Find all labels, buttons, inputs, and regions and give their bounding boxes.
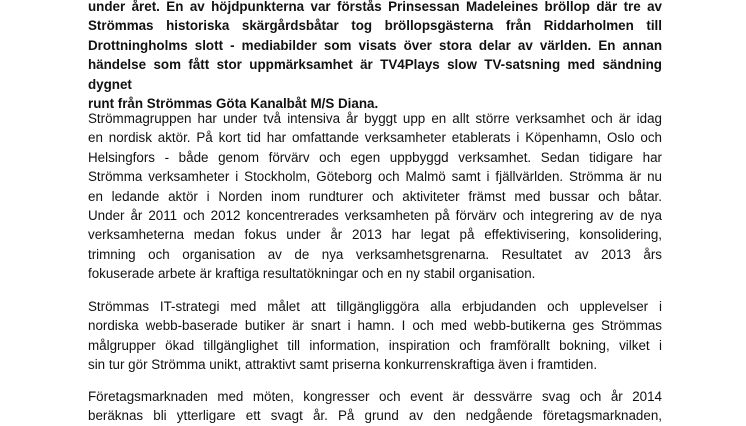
- paragraph-2: [88, 109, 662, 284]
- text-line: fokuserade arbete är kraftiga resultatökningar och en ny stabil organisation.: [88, 266, 536, 282]
- text-line: Helsingfors - både genom förvärv och egen uppbyggd verksamhet. Sedan tidigare har: [88, 149, 662, 165]
- text-line: Strömma verksamheter i Stockholm, Göteborg och Malmö samt i fjällvärlden. Strömma är nu: [88, 169, 662, 185]
- text-line: Under år 2011 och 2012 koncentrerades verksamheten på förvärv och integrering av de nya: [88, 208, 662, 224]
- text-line: trimning och organisation av de nya verksamhetsgrenarna. Resultatet av 2013 års: [88, 246, 662, 262]
- text-line: runt från Strömmas Göta Kanalbåt M/S Diana.: [88, 96, 379, 112]
- text-line: Strömmas IT-strategi med målet att tillgängliggöra alla erbjudanden och upplevelser i: [88, 299, 662, 314]
- text-line: Strömmas historiska skärgårdsbåtar tog bröllopsgästerna från Riddarholmen till: [88, 18, 662, 34]
- text-line: Företagsmarknaden med möten, kongresser och event är dessvärre svag och år 2014: [88, 389, 662, 404]
- text-line: beräknas bli ytterligare ett svagt år. På grund av den nedgående företagsmarknaden,: [88, 408, 662, 424]
- text-line: under året. En av höjdpunkterna var förstås Prinsessan Madeleines bröllop där tre av: [88, 0, 662, 14]
- text-line: händelse som fått stor uppmärksamhet är TV4Plays slow TV-satsning med sändning dygnet: [88, 57, 662, 92]
- text-line: nordiska webb-baserade butiker är snart i hamn. I och med webb-butikerna ges Strömmas: [88, 318, 662, 334]
- text-line: en nordisk aktör. På kort tid har omfattande verksamheter etablerats i Köpenhamn, Oslo och: [88, 130, 662, 146]
- paragraph-3: [88, 297, 662, 375]
- text-line: Strömmagruppen har under två intensiva år byggt upp en allt större verksamhet och är idag: [88, 111, 662, 126]
- paragraph-4: [88, 387, 662, 426]
- text-line: målgrupper ökad tillgänglighet till information, inspiration och framförallt bokning, vilket i: [88, 337, 662, 353]
- text-line: sin tur gör Strömma unikt, attraktivt samt priserna konkurrenskraftiga även i framtiden.: [88, 357, 598, 373]
- text-line: Drottningholms slott - mediabilder som visats över stora delar av världen. En annan: [88, 37, 662, 53]
- text-line: en ledande aktör i Norden inom rundturer och aktiviteter främst med bussar och båtar.: [88, 188, 662, 204]
- text-line: verksamheterna medan fokus under år 2013 har legat på effektivisering, konsolidering,: [88, 227, 662, 243]
- intro-bold-paragraph: [88, 0, 662, 113]
